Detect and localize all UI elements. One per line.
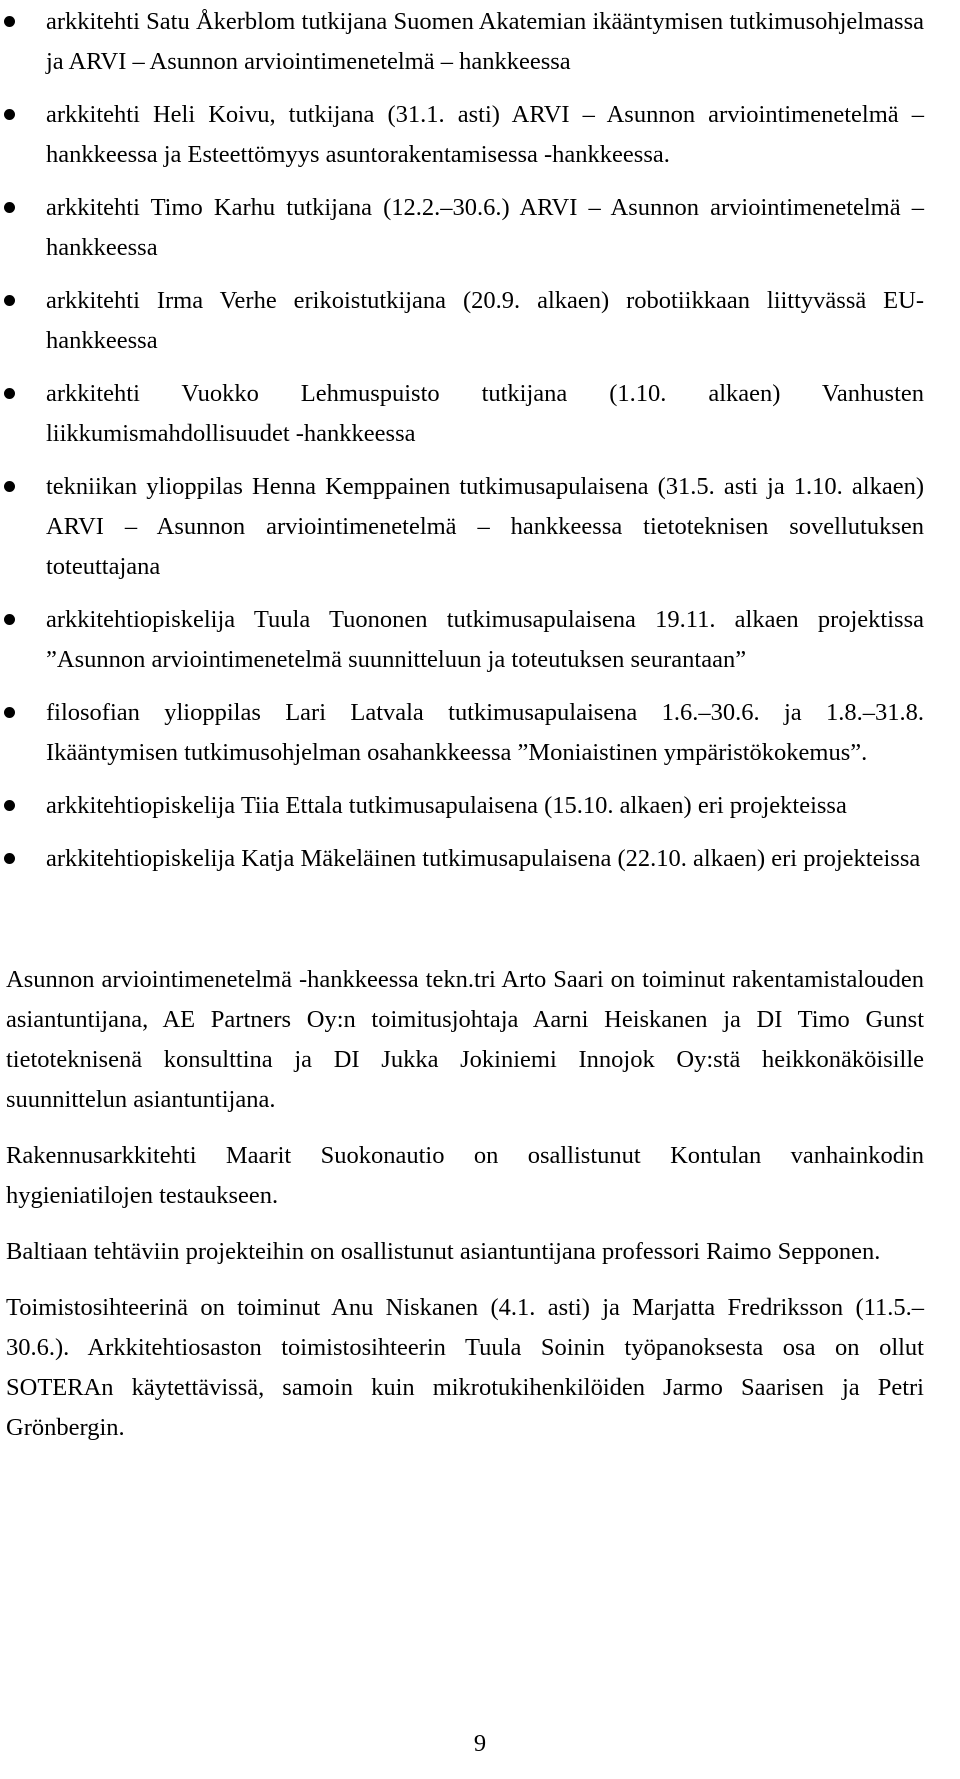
bullet-icon xyxy=(4,295,15,306)
list-item-text: arkkitehtiopiskelija Katja Mäkeläinen tutkimusapulaisena (22.10. alkaen) eri projekteissa xyxy=(46,845,921,872)
list-item xyxy=(0,374,924,454)
page-number: 9 xyxy=(473,1730,487,1757)
bullet-icon xyxy=(4,388,15,399)
bullet-icon xyxy=(4,707,15,718)
bullet-icon xyxy=(4,853,15,864)
list-item xyxy=(0,786,924,826)
list-item xyxy=(0,693,924,773)
bullet-icon xyxy=(4,16,15,27)
list-item-text: arkkitehtiopiskelija Tuula Tuononen tutkimusapulaisena 19.11. alkaen projektissa ”Asunnon arviointimenetelmä suunnitteluun ja toteutuksen seurantaan” xyxy=(46,606,924,673)
paragraph: Toimistosihteerinä on toiminut Anu Niskanen (4.1. asti) ja Marjatta Fredriksson (11.5.–30.6.). Arkkitehtiosaston toimistosihteerin Tuula Soinin työpanoksesta osa on ollut SOTERAn käytettävissä, samoin kuin mikrotukihenkilöiden Jarmo Saarisen ja Petri Grönbergin. xyxy=(6,1294,924,1441)
list-item xyxy=(0,281,924,361)
bullet-icon xyxy=(4,109,15,120)
list-item-text: arkkitehtiopiskelija Tiia Ettala tutkimusapulaisena (15.10. alkaen) eri projekteissa xyxy=(46,792,847,819)
list-item xyxy=(0,839,924,879)
list-item-text: arkkitehti Vuokko Lehmuspuisto tutkijana (1.10. alkaen) Vanhusten liikkumismahdollisuudet -hankkeessa xyxy=(46,380,924,447)
list-item xyxy=(0,95,924,175)
list-item xyxy=(0,600,924,680)
list-item xyxy=(0,467,924,587)
bullet-icon xyxy=(4,481,15,492)
list-item-text: arkkitehti Irma Verhe erikoistutkijana (20.9. alkaen) robotiikkaan liittyvässä EU-hankkeessa xyxy=(46,287,924,354)
paragraph: Baltiaan tehtäviin projekteihin on osallistunut asiantuntijana professori Raimo Sepponen. xyxy=(6,1238,881,1265)
list-item-text: arkkitehti Satu Åkerblom tutkijana Suomen Akatemian ikääntymisen tutkimusohjelmassa ja ARVI – Asunnon arviointimenetelmä – hankkeessa xyxy=(46,8,924,75)
bullet-icon xyxy=(4,614,15,625)
body-text xyxy=(6,960,924,1464)
bullet-icon xyxy=(4,202,15,213)
list-item-text: arkkitehti Heli Koivu, tutkijana (31.1. asti) ARVI – Asunnon arviointimenetelmä – hankkeessa ja Esteettömyys asuntorakentamisessa -hankkeessa. xyxy=(46,101,924,168)
paragraph: Asunnon arviointimenetelmä -hankkeessa tekn.tri Arto Saari on toiminut rakentamistalouden asiantuntijana, AE Partners Oy:n toimitusjohtaja Aarni Heiskanen ja DI Timo Gunst tietoteknisenä konsulttina ja DI Jukka Jokiniemi Innojok Oy:stä heikkonäköisille suunnittelun asiantuntijana. xyxy=(6,966,924,1113)
paragraph: Rakennusarkkitehti Maarit Suokonautio on osallistunut Kontulan vanhainkodin hygieniatilojen testaukseen. xyxy=(6,1142,924,1209)
list-item xyxy=(0,2,924,82)
list-item-text: filosofian ylioppilas Lari Latvala tutkimusapulaisena 1.6.–30.6. ja 1.8.–31.8. Ikääntymisen tutkimusohjelman osahankkeessa ”Moniaistinen ympäristökokemus”. xyxy=(46,699,924,766)
staff-list xyxy=(0,2,960,892)
bullet-icon xyxy=(4,800,15,811)
list-item xyxy=(0,188,924,268)
list-item-text: arkkitehti Timo Karhu tutkijana (12.2.–30.6.) ARVI – Asunnon arviointimenetelmä – hankkeessa xyxy=(46,194,924,261)
list-item-text: tekniikan ylioppilas Henna Kemppainen tutkimusapulaisena (31.5. asti ja 1.10. alkaen) ARVI – Asunnon arviointimenetelmä – hankkeessa tietoteknisen sovellutuksen toteuttajana xyxy=(46,473,924,580)
